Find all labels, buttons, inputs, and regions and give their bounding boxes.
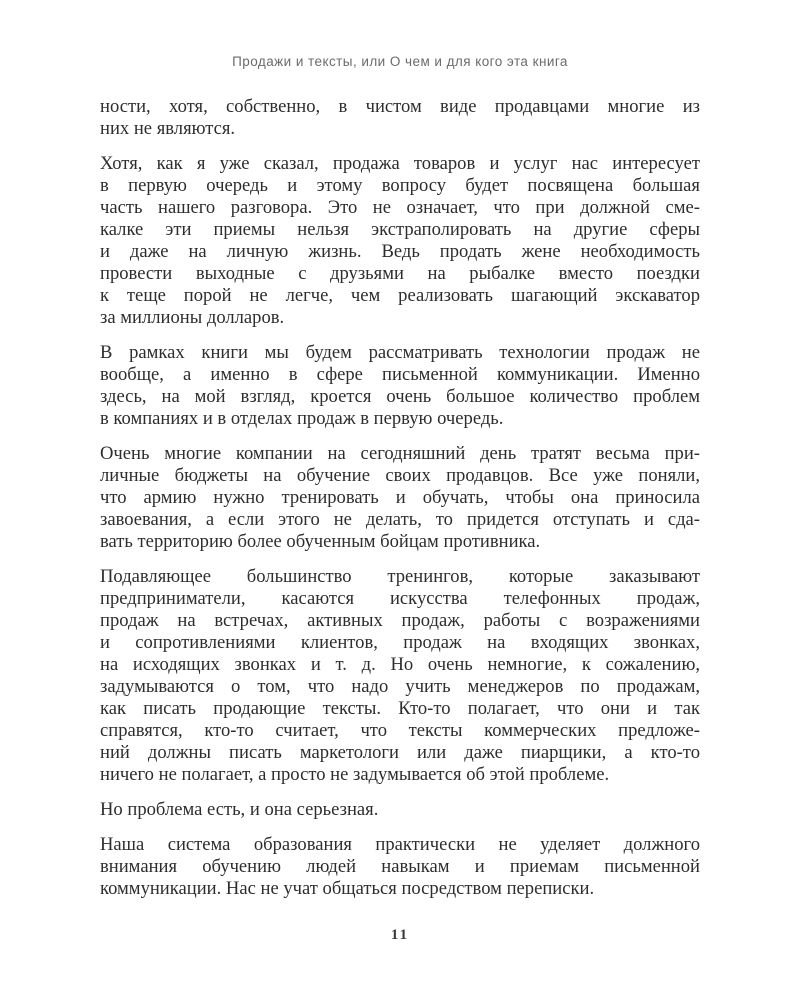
paragraph [100, 443, 700, 553]
text-line: ности, хотя, собственно, в чистом виде продавцами многие из [100, 96, 700, 117]
running-header: Продажи и тексты, или О чем и для кого эта книга [232, 54, 568, 69]
text-line: ний должны писать маркетологи или даже пиарщики, а кто-то [100, 742, 700, 763]
text-line: задумываются о том, что надо учить менеджеров по продажам, [100, 676, 700, 697]
text-line: предприниматели, касаются искусства телефонных продаж, [100, 588, 700, 609]
text-line: Подавляющее большинство тренингов, которые заказывают [100, 566, 700, 587]
text-line: продаж на встречах, активных продаж, работы с возражениями [100, 610, 700, 631]
text-line: вообще, а именно в сфере письменной коммуникации. Именно [100, 364, 700, 385]
text-line: калке эти приемы нельзя экстраполировать на другие сферы [100, 219, 700, 240]
text-line: справятся, кто-то считает, что тексты коммерческих предложе- [100, 720, 700, 741]
text-line: них не являются. [100, 118, 236, 139]
text-line: за миллионы долларов. [100, 307, 285, 328]
text-line: Хотя, как я уже сказал, продажа товаров и услуг нас интересует [100, 153, 700, 174]
text-line: на исходящих звонках и т. д. Но очень немногие, к сожалению, [100, 654, 700, 675]
paragraph [100, 96, 700, 140]
text-line: и даже на личную жизнь. Ведь продать жене необходимость [100, 241, 700, 262]
text-line: что армию нужно тренировать и обучать, чтобы она приносила [100, 487, 700, 508]
text-line: и сопротивлениями клиентов, продаж на входящих звонках, [100, 632, 700, 653]
text-line: здесь, на мой взгляд, кроется очень большое количество проблем [100, 386, 700, 407]
text-line: ничего не полагает, а просто не задумывается об этой проблеме. [100, 764, 610, 785]
text-line: в первую очередь и этому вопросу будет посвящена большая [100, 175, 700, 196]
text-line: провести выходные с друзьями на рыбалке вместо поездки [100, 263, 700, 284]
paragraph [100, 153, 700, 329]
text-line: Но проблема есть, и она серьезная. [100, 799, 379, 820]
text-line: Очень многие компании на сегодняшний день тратят весьма при- [100, 443, 700, 464]
text-line: личные бюджеты на обучение своих продавцов. Все уже поняли, [100, 465, 700, 486]
text-line: вать территорию более обученным бойцам противника. [100, 531, 541, 552]
text-line: к теще порой не легче, чем реализовать шагающий экскаватор [100, 285, 700, 306]
text-line: В рамках книги мы будем рассматривать технологии продаж не [100, 342, 700, 363]
text-line: как писать продающие тексты. Кто-то полагает, что они и так [100, 698, 700, 719]
paragraph [100, 342, 700, 430]
text-line: в компаниях и в отделах продаж в первую очередь. [100, 408, 504, 429]
text-line: внимания обучению людей навыкам и приемам письменной [100, 856, 700, 877]
text-line: Наша система образования практически не уделяет должного [100, 834, 700, 855]
text-line: завоевания, а если этого не делать, то придется отступать и сда- [100, 509, 700, 530]
page-number: 11 [390, 927, 410, 943]
paragraph [100, 566, 700, 786]
body-text [100, 96, 700, 913]
text-line: часть нашего разговора. Это не означает, что при должной сме- [100, 197, 700, 218]
paragraph [100, 799, 700, 821]
text-line: коммуникации. Нас не учат общаться посредством переписки. [100, 878, 595, 899]
paragraph [100, 834, 700, 900]
